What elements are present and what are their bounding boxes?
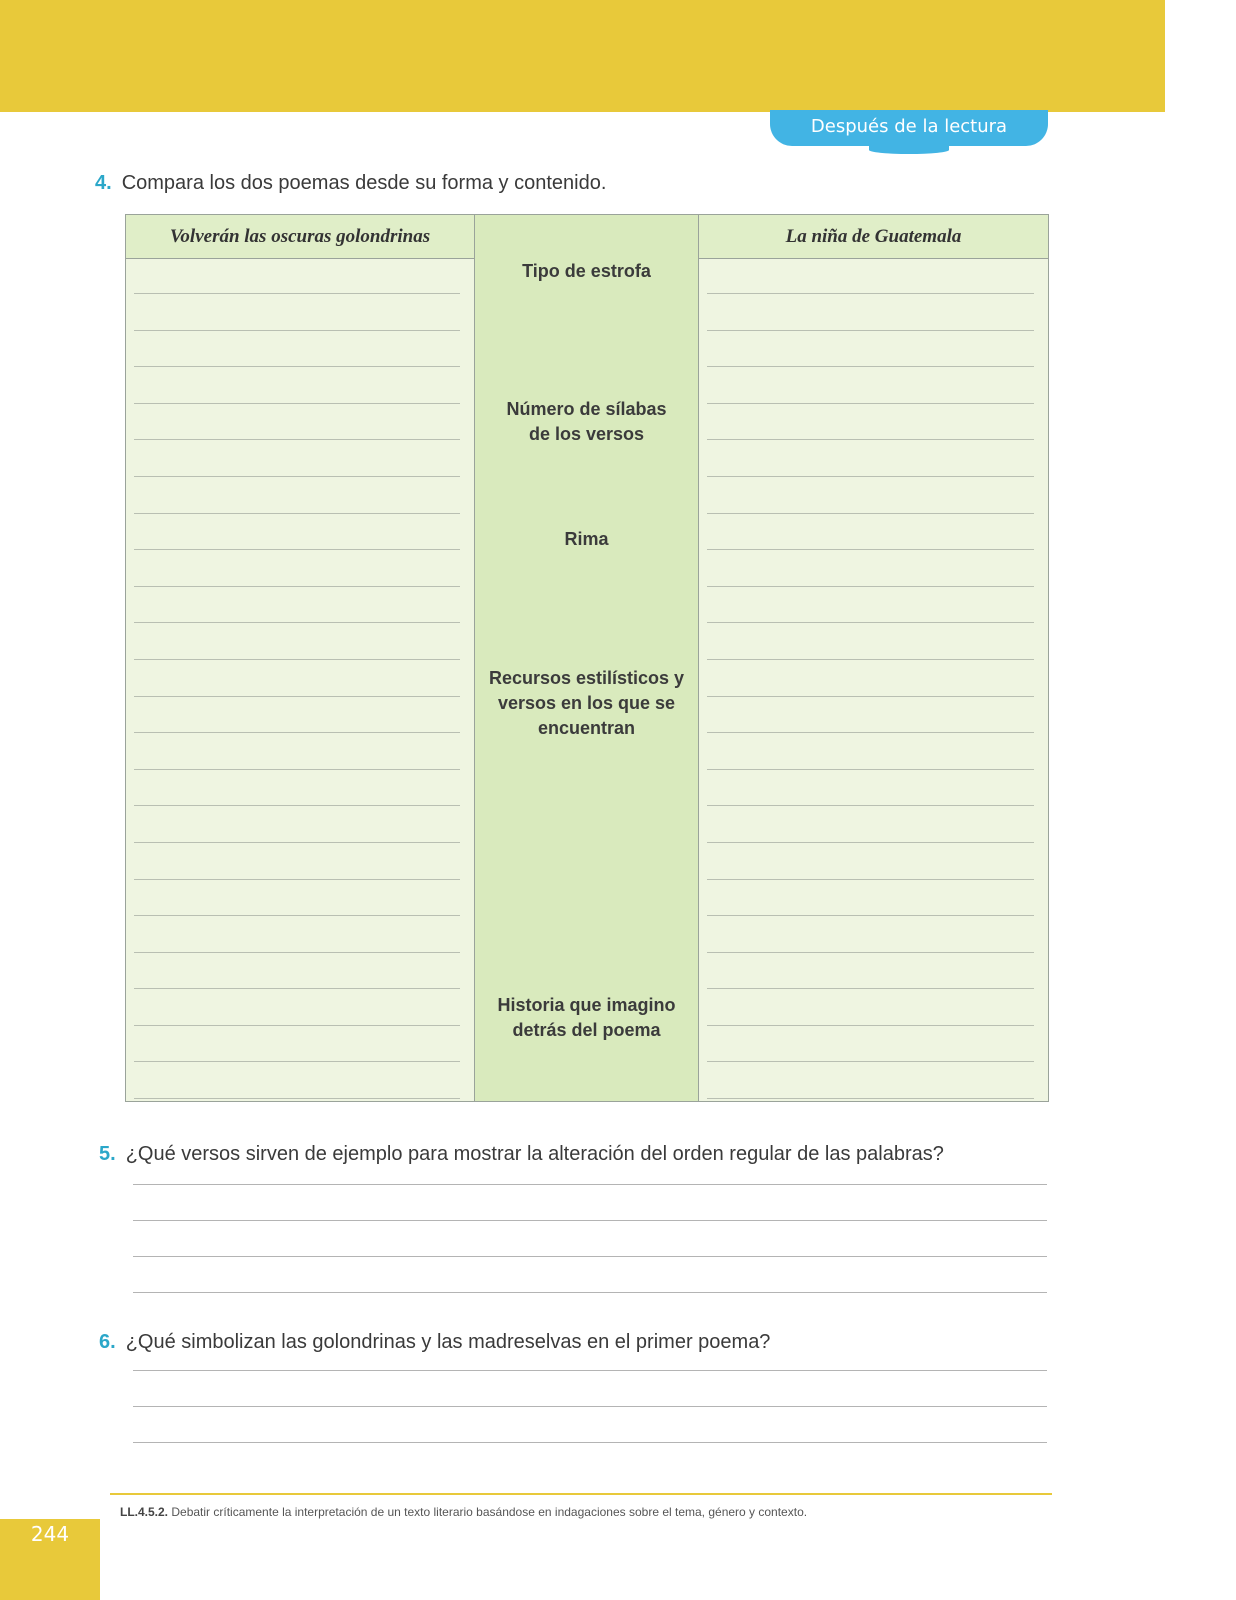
answer-line[interactable]: [707, 586, 1034, 587]
answer-line[interactable]: [707, 879, 1034, 880]
answer-line[interactable]: [134, 842, 460, 843]
answer-line[interactable]: [707, 952, 1034, 953]
answer-line[interactable]: [707, 696, 1034, 697]
question-5: [99, 1143, 944, 1166]
answer-line[interactable]: [133, 1442, 1047, 1443]
footer-divider: [110, 1493, 1052, 1495]
answer-line[interactable]: [707, 549, 1034, 550]
answer-line[interactable]: [133, 1184, 1047, 1185]
answer-line[interactable]: [707, 842, 1034, 843]
criterion-rhyme: Rima: [564, 529, 609, 549]
answer-line[interactable]: [133, 1370, 1047, 1371]
criterion-syllables: Número de sílabas de los versos: [506, 399, 667, 444]
answer-line[interactable]: [134, 476, 460, 477]
answer-line[interactable]: [707, 1061, 1034, 1062]
right-answer-lines[interactable]: [707, 293, 1034, 1135]
answer-line[interactable]: [134, 439, 460, 440]
answer-line[interactable]: [134, 513, 460, 514]
answer-line[interactable]: [134, 622, 460, 623]
answer-line[interactable]: [707, 805, 1034, 806]
answer-line[interactable]: [134, 952, 460, 953]
answer-line[interactable]: [707, 659, 1034, 660]
answer-line[interactable]: [707, 988, 1034, 989]
question-6: [99, 1331, 770, 1354]
answer-line[interactable]: [707, 1098, 1034, 1099]
criterion-story: Historia que imagino detrás del poema: [497, 995, 676, 1040]
answer-line[interactable]: [134, 732, 460, 733]
answer-line[interactable]: [134, 696, 460, 697]
question-4: [95, 172, 606, 195]
answer-line[interactable]: [134, 586, 460, 587]
answer-line[interactable]: [134, 915, 460, 916]
answer-line[interactable]: [134, 1098, 460, 1099]
answer-line[interactable]: [134, 769, 460, 770]
answer-line[interactable]: [134, 293, 460, 294]
answer-line[interactable]: [707, 293, 1034, 294]
skill-text: Debatir críticamente la interpretación de un texto literario basándose en indagaciones sobre el tema, género y contexto.: [168, 1505, 808, 1519]
answer-line[interactable]: [134, 1061, 460, 1062]
answer-line[interactable]: [707, 330, 1034, 331]
answer-line[interactable]: [707, 513, 1034, 514]
question-6-answer-lines[interactable]: [133, 1370, 1047, 1478]
footer-skill: [120, 1505, 807, 1519]
answer-line[interactable]: [134, 879, 460, 880]
answer-line[interactable]: [707, 1025, 1034, 1026]
answer-line[interactable]: [133, 1220, 1047, 1221]
answer-line[interactable]: [133, 1406, 1047, 1407]
question-text: ¿Qué versos sirven de ejemplo para mostrar la alteración del orden regular de las palabras?: [125, 1143, 944, 1165]
criterion-resources: Recursos estilísticos y versos en los que se encuentran: [488, 668, 685, 738]
answer-line[interactable]: [707, 439, 1034, 440]
answer-line[interactable]: [134, 1025, 460, 1026]
answer-line[interactable]: [707, 915, 1034, 916]
answer-line[interactable]: [707, 476, 1034, 477]
question-number: 4.: [95, 172, 112, 194]
question-5-answer-lines[interactable]: [133, 1184, 1047, 1328]
answer-line[interactable]: [134, 403, 460, 404]
answer-line[interactable]: [134, 330, 460, 331]
right-column-title: La niña de Guatemala: [699, 215, 1048, 259]
answer-line[interactable]: [133, 1292, 1047, 1293]
criteria-column: [475, 215, 699, 1101]
section-tab: Después de la lectura: [770, 110, 1048, 146]
answer-line[interactable]: [134, 549, 460, 550]
question-text: ¿Qué simbolizan las golondrinas y las madreselvas en el primer poema?: [125, 1331, 771, 1353]
answer-line[interactable]: [134, 988, 460, 989]
answer-line[interactable]: [134, 366, 460, 367]
top-color-band: [0, 0, 1165, 112]
question-lead: Compara: [121, 172, 204, 194]
comparison-table: [125, 214, 1049, 1102]
left-column-title: Volverán las oscuras golondrinas: [126, 215, 474, 259]
left-answer-lines[interactable]: [134, 293, 460, 1135]
answer-line[interactable]: [707, 403, 1034, 404]
answer-line[interactable]: [134, 659, 460, 660]
answer-line[interactable]: [707, 622, 1034, 623]
question-text: los dos poemas desde su forma y contenido.: [203, 172, 607, 194]
criterion-stanza: Tipo de estrofa: [522, 261, 651, 281]
question-number: 5.: [99, 1143, 116, 1165]
answer-line[interactable]: [133, 1256, 1047, 1257]
answer-line[interactable]: [134, 805, 460, 806]
answer-line[interactable]: [707, 366, 1034, 367]
question-number: 6.: [99, 1331, 116, 1353]
answer-line[interactable]: [707, 732, 1034, 733]
answer-line[interactable]: [707, 769, 1034, 770]
right-column: [699, 215, 1048, 1101]
skill-code: LL.4.5.2.: [120, 1505, 169, 1519]
left-column: [126, 215, 475, 1101]
page-number: 244: [30, 1522, 70, 1546]
